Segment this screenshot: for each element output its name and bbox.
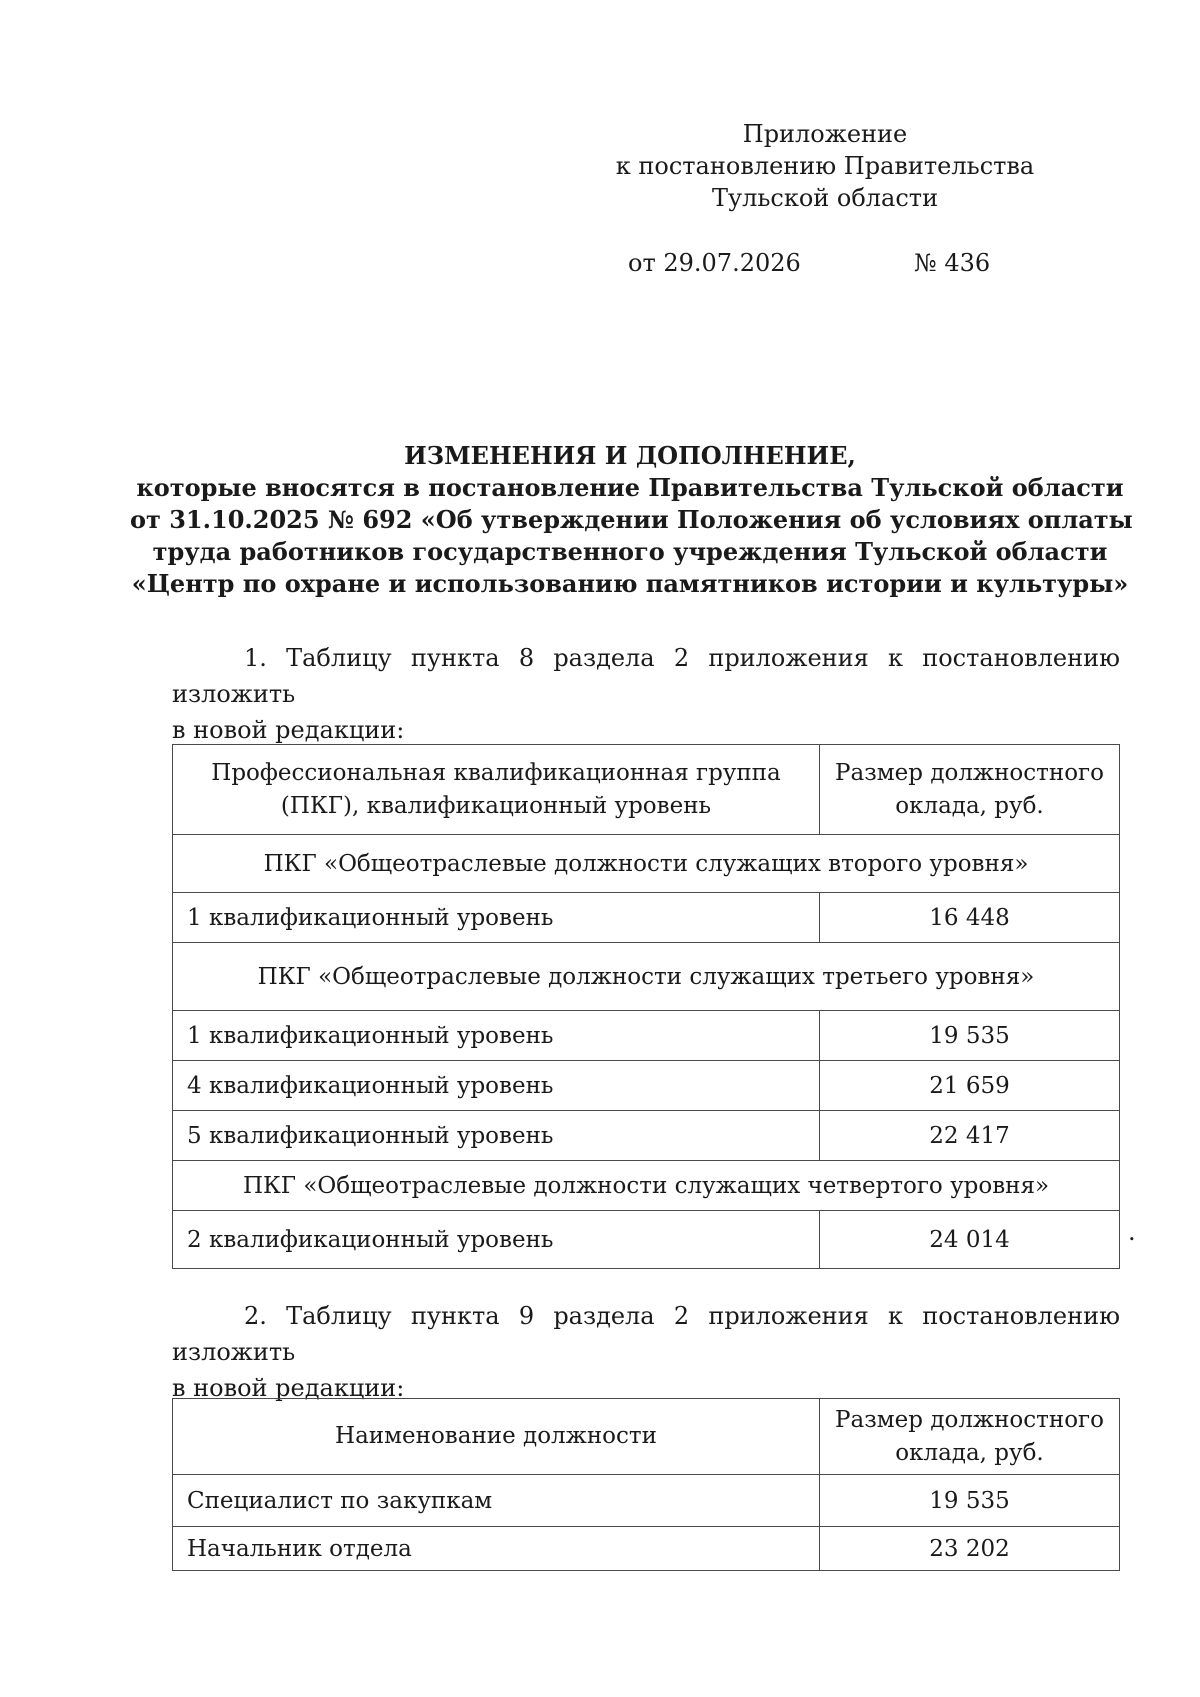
level-cell: 1 квалификационный уровень	[173, 893, 820, 943]
table-end-dot: .	[1128, 1218, 1136, 1246]
title-line: которые вносятся в постановление Правительства Тульской области	[136, 473, 1124, 502]
title-line: ИЗМЕНЕНИЯ И ДОПОЛНЕНИЕ,	[404, 441, 856, 470]
level-cell: 5 квалификационный уровень	[173, 1111, 820, 1161]
salary-cell: 19 535	[820, 1011, 1120, 1061]
level-cell: 2 квалификационный уровень	[173, 1211, 820, 1269]
level-cell: 4 квалификационный уровень	[173, 1061, 820, 1111]
group-cell: ПКГ «Общеотраслевые должности служащих третьего уровня»	[173, 943, 1120, 1011]
position-cell: Начальник отдела	[173, 1527, 820, 1571]
paragraph-line: в новой редакции:	[172, 716, 405, 744]
table-row	[173, 1111, 1120, 1161]
header-text: (ПКГ), квалификационный уровень	[280, 792, 712, 819]
salary-cell: 24 014	[820, 1211, 1120, 1269]
paragraph-2	[172, 1298, 1120, 1406]
table-row	[173, 1061, 1120, 1111]
appendix-line: Тульской области	[711, 184, 939, 212]
header-cell-salary	[820, 745, 1120, 835]
table-row	[173, 893, 1120, 943]
group-cell: ПКГ «Общеотраслевые должности служащих второго уровня»	[173, 835, 1120, 893]
decree-date: от 29.07.2026	[628, 249, 801, 277]
table-group-row	[173, 835, 1120, 893]
table-row	[173, 1475, 1120, 1527]
header-text: оклада, руб.	[895, 1439, 1044, 1466]
table-header-row	[173, 1399, 1120, 1475]
table-group-row	[173, 1161, 1120, 1211]
table-row	[173, 1011, 1120, 1061]
header-text: Размер должностного	[835, 759, 1104, 786]
header-cell-group	[173, 745, 820, 835]
appendix-block	[615, 118, 1035, 214]
header-text: оклада, руб.	[895, 792, 1044, 819]
appendix-line: Приложение	[742, 120, 908, 148]
paragraph-line: 1. Таблицу пункта 8 раздела 2 приложения к постановлению изложить	[172, 644, 1120, 708]
salary-table-pkg	[172, 744, 1120, 1269]
table-header-row	[173, 745, 1120, 835]
table-row	[173, 1527, 1120, 1571]
paragraph-line: в новой редакции:	[172, 1374, 405, 1402]
table-group-row	[173, 943, 1120, 1011]
appendix-line: к постановлению Правительства	[615, 152, 1035, 180]
document-title	[130, 440, 1133, 600]
paragraph-1	[172, 640, 1120, 748]
group-cell: ПКГ «Общеотраслевые должности служащих четвертого уровня»	[173, 1161, 1120, 1211]
title-line: от 31.10.2025 № 692 «Об утверждении Положения об условиях оплаты	[130, 505, 1133, 534]
position-cell: Специалист по закупкам	[173, 1475, 820, 1527]
salary-cell: 22 417	[820, 1111, 1120, 1161]
decree-number: № 436	[914, 249, 991, 277]
header-text: Размер должностного	[835, 1406, 1104, 1433]
level-cell: 1 квалификационный уровень	[173, 1011, 820, 1061]
salary-cell: 21 659	[820, 1061, 1120, 1111]
table-row	[173, 1211, 1120, 1269]
salary-cell: 19 535	[820, 1475, 1120, 1527]
title-line: «Центр по охране и использованию памятников истории и культуры»	[131, 569, 1129, 598]
paragraph-line: 2. Таблицу пункта 9 раздела 2 приложения к постановлению изложить	[172, 1302, 1120, 1366]
header-text: Профессиональная квалификационная группа	[211, 759, 781, 786]
header-cell-salary	[820, 1399, 1120, 1475]
salary-cell: 23 202	[820, 1527, 1120, 1571]
salary-table-positions	[172, 1398, 1120, 1571]
salary-cell: 16 448	[820, 893, 1120, 943]
title-line: труда работников государственного учреждения Тульской области	[152, 537, 1108, 566]
header-cell-position: Наименование должности	[173, 1399, 820, 1475]
